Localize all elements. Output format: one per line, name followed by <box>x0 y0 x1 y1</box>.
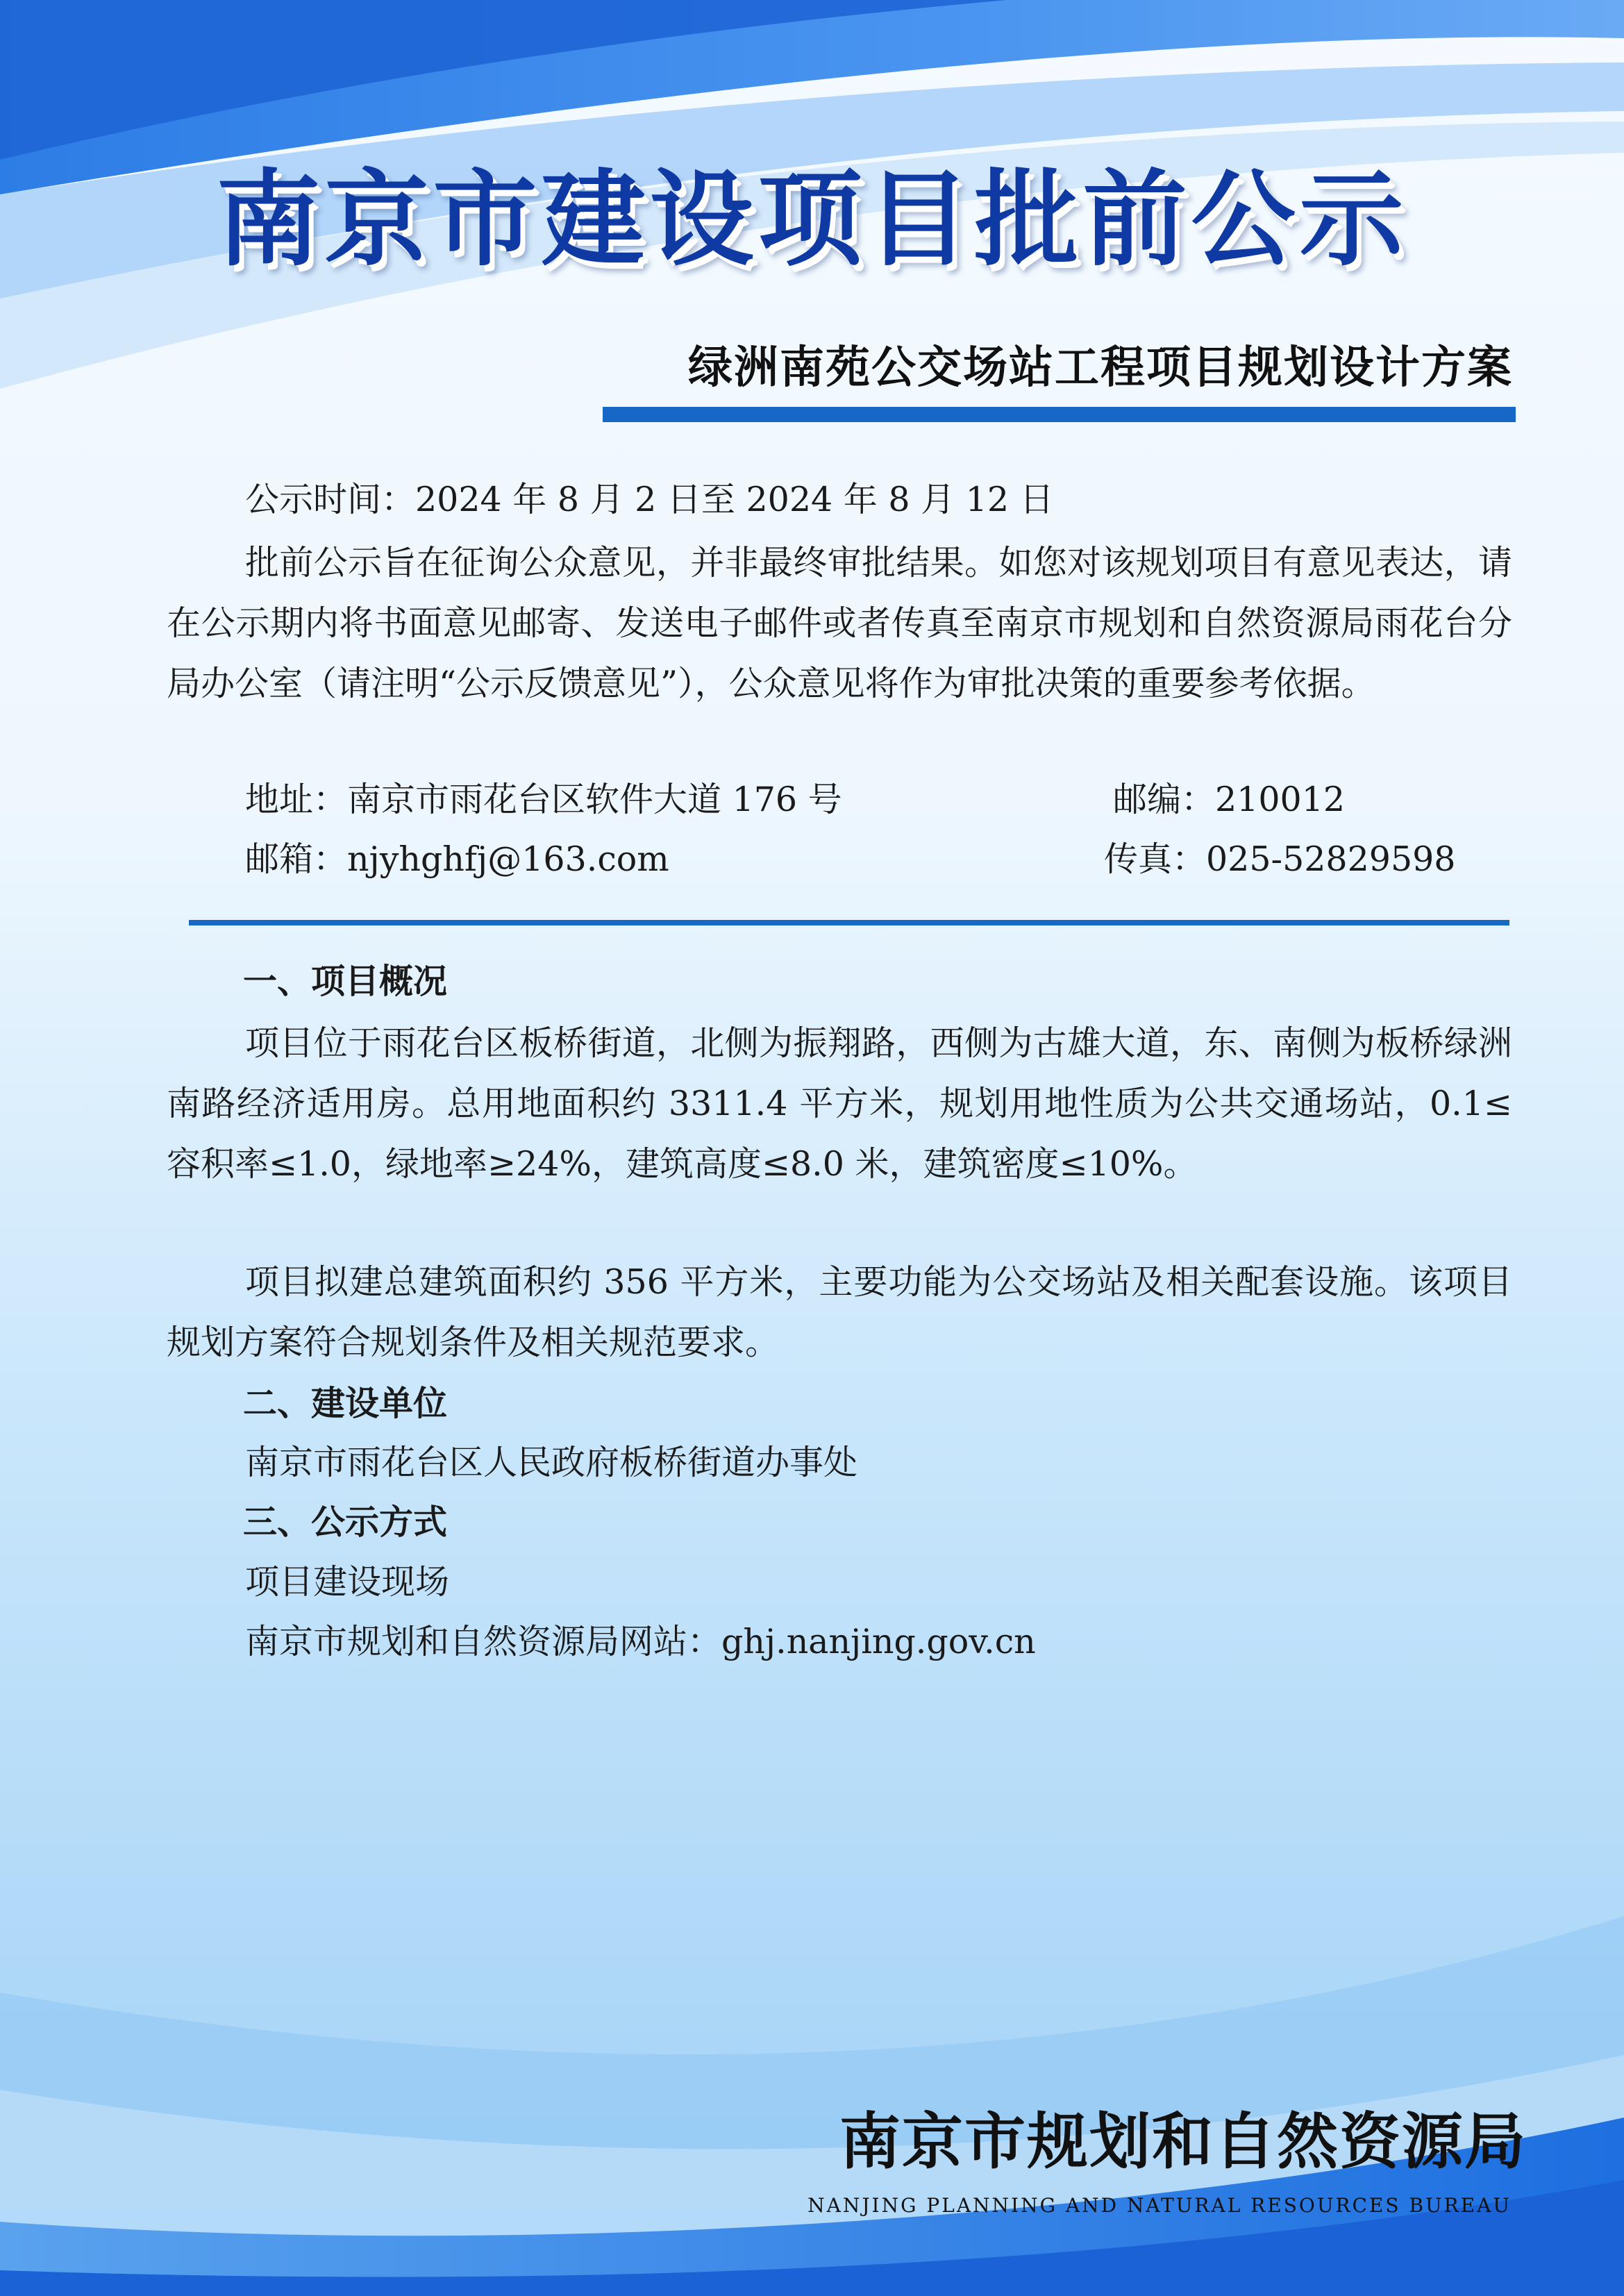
footer-org-name: 南京市规划和自然资源局 <box>839 2106 1527 2177</box>
contact-address: 地址：南京市雨花台区软件大道 176 号 <box>245 780 842 819</box>
notice-intro: 批前公示旨在征询公众意见，并非最终审批结果。如您对该规划项目有意见表达，请在公示期内将书面意见邮寄、发送电子邮件或者传真至南京市规划和自然资源局雨花台分局办公室（请注明“公示反馈意见”），公众意见将作为审批决策的重要参考依据。 <box>167 543 1512 703</box>
footer-org-name-en: NANJING PLANNING AND NATURAL RESOURCES BUREAU <box>807 2194 1512 2217</box>
contact-email: 邮箱：njyhghfj@163.com <box>245 839 669 879</box>
section-heading-overview: 一、项目概况 <box>243 962 448 1001</box>
developer-name: 南京市雨花台区人民政府板桥街道办事处 <box>245 1443 858 1482</box>
contact-postcode: 邮编：210012 <box>1113 780 1346 819</box>
section-heading-publicity: 三、公示方式 <box>243 1502 448 1542</box>
notice-period: 公示时间：2024 年 8 月 2 日至 2024 年 8 月 12 日 <box>245 480 1054 519</box>
overview-paragraph-1: 项目位于雨花台区板桥街道，北侧为振翔路，西侧为古雄大道，东、南侧为板桥绿洲南路经济适用房。总用地面积约 3311.4 平方米，规划用地性质为公共交通场站，0.1≤容积率≤1.0，绿地率≥24%，建筑高度≤8.0 米，建筑密度≤10%。 <box>167 1023 1512 1184</box>
contact-fax: 传真：025-52829598 <box>1104 839 1456 879</box>
page-title: 南京市建设项目批前公示 <box>216 160 1408 280</box>
subtitle-underline <box>603 407 1516 422</box>
publicity-method-site: 项目建设现场 <box>245 1562 450 1602</box>
publicity-method-website: 南京市规划和自然资源局网站：ghj.nanjing.gov.cn <box>245 1622 1036 1661</box>
overview-paragraph-2: 项目拟建总建筑面积约 356 平方米，主要功能为公交场站及相关配套设施。该项目规划方案符合规划条件及相关规范要求。 <box>167 1262 1512 1362</box>
section-divider <box>189 920 1509 925</box>
project-subtitle: 绿洲南苑公交场站工程项目规划设计方案 <box>688 342 1513 394</box>
section-heading-developer: 二、建设单位 <box>243 1384 448 1423</box>
